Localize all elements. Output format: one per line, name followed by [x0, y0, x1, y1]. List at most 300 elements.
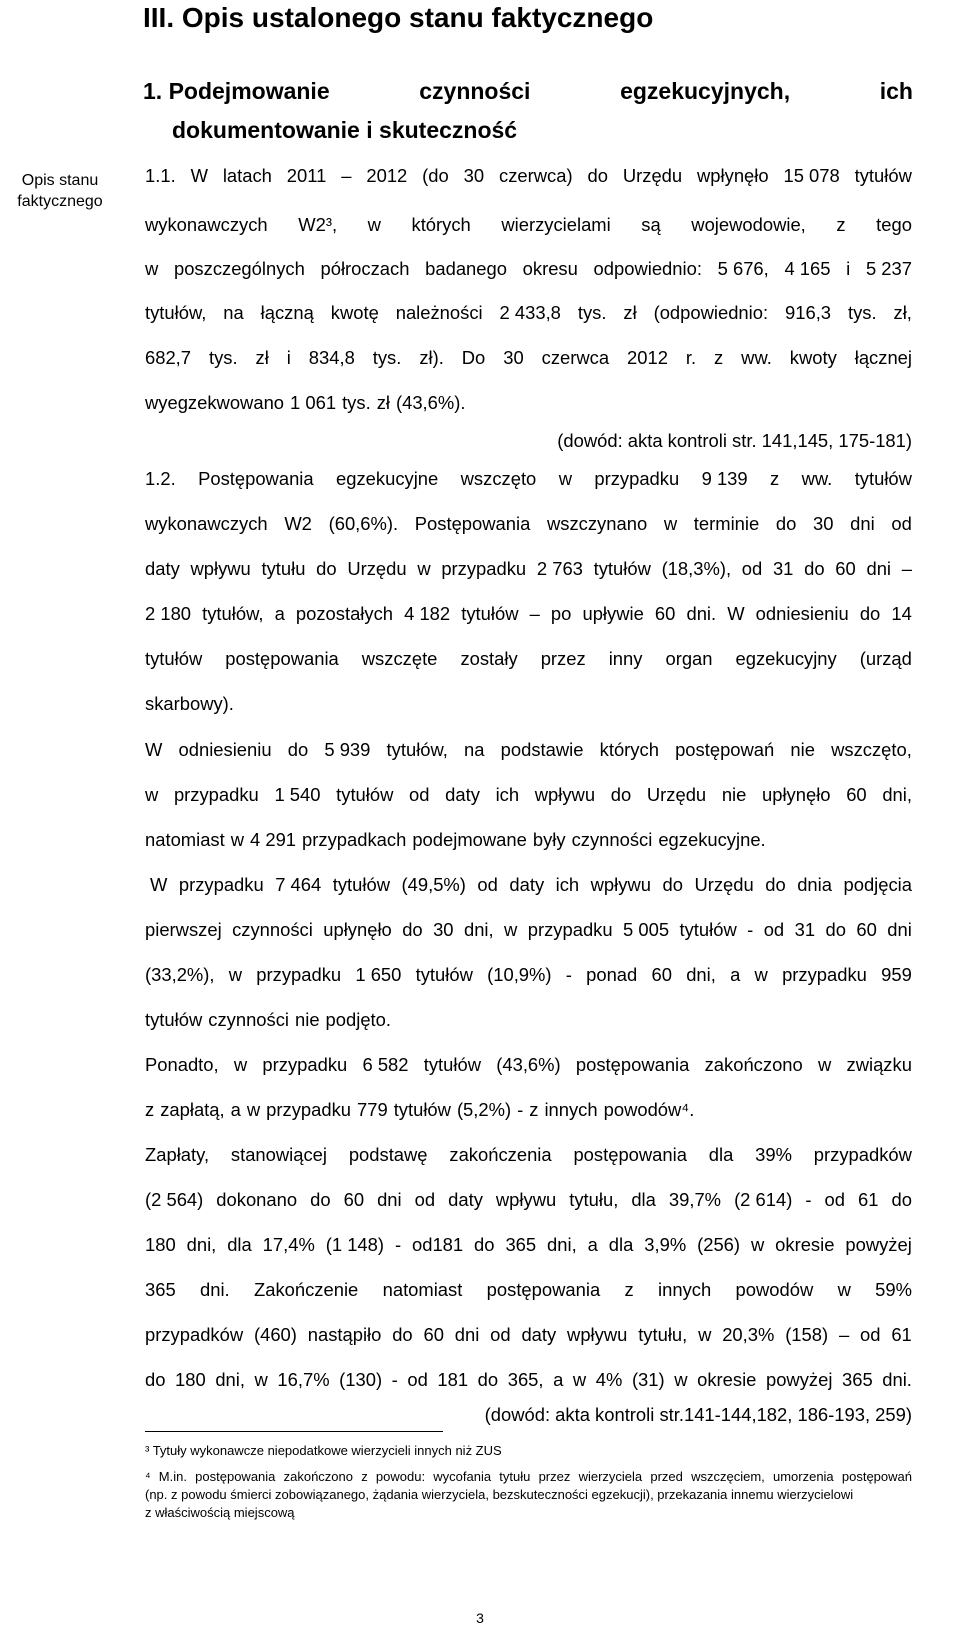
- word: tytułów: [393, 1099, 451, 1120]
- word: do: [804, 558, 825, 579]
- word: postępowania: [573, 1144, 687, 1165]
- word: czerwca: [541, 347, 610, 368]
- word: Postępowania: [198, 468, 314, 489]
- word: umorzenia: [772, 1469, 834, 1484]
- word: z: [145, 1099, 155, 1120]
- word: z: [529, 1099, 539, 1120]
- word: ⁴: [145, 1469, 151, 1484]
- word: przypadkach: [302, 829, 407, 850]
- word: dla: [708, 1144, 734, 1165]
- word: M.in.: [158, 1469, 187, 1484]
- word: dni,: [463, 919, 494, 940]
- word: (do: [422, 165, 449, 186]
- word: a: [730, 964, 741, 985]
- word: wycofania: [433, 1469, 492, 1484]
- word: upływie: [582, 603, 644, 624]
- word: w: [246, 1099, 261, 1120]
- word: 9 139: [701, 468, 748, 489]
- word: 30: [463, 165, 485, 186]
- word: przypadku: [594, 468, 680, 489]
- word: w: [417, 558, 431, 579]
- margin-note: [0, 170, 120, 212]
- word: przypadków: [145, 1324, 244, 1345]
- word: 2 433,8: [499, 302, 561, 323]
- word: 1 061: [290, 392, 337, 413]
- word: 1 650: [355, 964, 402, 985]
- word: ponad: [586, 964, 638, 985]
- para6-line: [145, 1232, 912, 1258]
- word: odpowiednio:: [593, 258, 702, 279]
- word: powodu:: [375, 1469, 426, 1484]
- word: tytułów: [336, 784, 394, 805]
- word: od: [763, 919, 785, 940]
- word: do: [477, 1369, 499, 1390]
- word: podjęcia: [843, 874, 912, 895]
- word: postępowań: [841, 1469, 912, 1484]
- word: 6 582: [362, 1054, 409, 1075]
- word: pozostałych: [295, 603, 394, 624]
- word: 31: [794, 919, 816, 940]
- word: Urzędu: [694, 874, 754, 895]
- word: wpływu: [495, 1189, 557, 1210]
- word: wpływu: [534, 784, 596, 805]
- para1-line: [145, 390, 912, 416]
- word: powyżej: [765, 1369, 833, 1390]
- word: dni.: [882, 1369, 912, 1390]
- word: -: [517, 1099, 524, 1120]
- word: wykonawczych: [145, 513, 268, 534]
- page-number: 3: [476, 1610, 484, 1626]
- word: tytułu,: [569, 1189, 619, 1210]
- word: W: [727, 603, 745, 624]
- word: zakończenia: [449, 1144, 552, 1165]
- footnote-4-line-3: z właściwością miejscową: [145, 1505, 295, 1520]
- word: wpłynęło: [697, 165, 769, 186]
- word: terminie: [693, 513, 760, 534]
- word: w: [754, 964, 768, 985]
- word: przypadku: [178, 874, 264, 895]
- word: czynności: [571, 829, 653, 850]
- word: 365: [145, 1279, 176, 1300]
- word: skarbowy).: [145, 693, 234, 714]
- word: do: [316, 558, 337, 579]
- para5-line: [145, 1052, 912, 1078]
- word: tys.: [342, 392, 371, 413]
- word: tytułów: [854, 468, 912, 489]
- word: Urzędu: [347, 558, 407, 579]
- word: (256): [697, 1234, 741, 1255]
- word: do: [145, 1369, 166, 1390]
- word: 365: [505, 1234, 537, 1255]
- word: 39,7%: [668, 1189, 722, 1210]
- word: 4%: [595, 1369, 623, 1390]
- word: 779: [357, 1099, 388, 1120]
- word: 14: [891, 603, 912, 624]
- word: nie: [790, 739, 815, 760]
- word: przypadku: [527, 919, 613, 940]
- word: stanowiącej: [230, 1144, 327, 1165]
- word: 1. Podejmowanie: [143, 78, 330, 104]
- word: (2 564): [145, 1189, 204, 1210]
- word: daty: [509, 874, 545, 895]
- word: wszczęciem,: [691, 1469, 765, 1484]
- word: od: [741, 558, 763, 579]
- word: 60: [651, 964, 672, 985]
- word: dni,: [215, 1369, 245, 1390]
- word: należności: [395, 302, 483, 323]
- word: czynności: [419, 78, 531, 104]
- word: –: [838, 1324, 850, 1345]
- word: -: [394, 1234, 402, 1255]
- word: a: [230, 1099, 241, 1120]
- para3-line: [145, 737, 912, 763]
- word: tytułu: [261, 558, 306, 579]
- word: innych: [658, 1279, 712, 1300]
- word: zł: [255, 347, 269, 368]
- word: 60: [423, 1324, 444, 1345]
- word: do: [610, 784, 632, 805]
- word: z: [624, 1279, 634, 1300]
- word: postępowania: [486, 1279, 601, 1300]
- word: 4 165: [784, 258, 831, 279]
- word: dokonano: [216, 1189, 298, 1210]
- word: podejmowane: [412, 829, 527, 850]
- word: przypadku: [173, 784, 259, 805]
- word: nie: [295, 1009, 320, 1030]
- para2-line: [145, 601, 912, 627]
- word: dni: [850, 513, 875, 534]
- word: podstawę: [348, 1144, 428, 1165]
- word: dni,: [882, 784, 912, 805]
- word: przypadku: [782, 964, 867, 985]
- word: 2011: [286, 165, 327, 186]
- word: 17,4%: [262, 1234, 315, 1255]
- word: -: [565, 964, 572, 985]
- word: odniesieniu: [178, 739, 272, 760]
- word: 5 939: [324, 739, 371, 760]
- subsection-heading-words: [143, 78, 913, 105]
- word: okresie: [775, 1234, 835, 1255]
- word: dla: [227, 1234, 252, 1255]
- word: 916,3: [785, 302, 832, 323]
- word: 60: [654, 603, 676, 624]
- word: zakończono: [283, 1469, 353, 1484]
- word: z: [714, 347, 724, 368]
- word: dni: [377, 1189, 402, 1210]
- word: do: [287, 739, 309, 760]
- word: 59%: [875, 1279, 912, 1300]
- word: –: [341, 165, 352, 186]
- word: do: [402, 919, 423, 940]
- word: w: [663, 513, 678, 534]
- word: okresie: [697, 1369, 757, 1390]
- word: wszczęto,: [831, 739, 912, 760]
- word: w: [698, 1324, 712, 1345]
- word: Urzędu: [646, 784, 707, 805]
- word: kwotę: [330, 302, 379, 323]
- word: od: [477, 874, 498, 895]
- word: -: [391, 1369, 398, 1390]
- word: po: [550, 603, 572, 624]
- word: poszczególnych: [173, 258, 305, 279]
- word: w: [233, 1054, 248, 1075]
- word: półroczach: [320, 258, 410, 279]
- word: postępowań: [675, 739, 775, 760]
- word: powodów⁴.: [603, 1099, 695, 1120]
- word: w: [837, 1279, 851, 1300]
- word: których: [411, 214, 471, 235]
- margin-note-line-2: faktycznego: [17, 193, 103, 210]
- word: tytułów: [461, 603, 519, 624]
- word: 959: [881, 964, 912, 985]
- word: (460): [253, 1324, 297, 1345]
- para1-line: [145, 212, 912, 238]
- evidence-citation-2: (dowód: akta kontroli str.141-144,182, 186-193, 259): [484, 1404, 912, 1425]
- para6-line: [145, 1277, 912, 1303]
- word: 180: [175, 1369, 206, 1390]
- word: z: [770, 468, 780, 489]
- word: -: [747, 919, 754, 940]
- word: zł).: [419, 347, 444, 368]
- word: tytułów: [145, 648, 203, 669]
- word: przypadku: [262, 1054, 348, 1075]
- word: upłynęło: [762, 784, 831, 805]
- word: innych: [544, 1099, 598, 1120]
- word: W: [150, 874, 168, 895]
- word: okresu: [522, 258, 578, 279]
- word: dni,: [186, 1234, 217, 1255]
- word: 60: [343, 1189, 365, 1210]
- word: tys.: [208, 347, 238, 368]
- word: a: [587, 1234, 598, 1255]
- word: (43,6%).: [395, 392, 466, 413]
- word: wszczęto: [460, 468, 537, 489]
- word: 60: [835, 558, 856, 579]
- word: do: [587, 165, 608, 186]
- word: były: [532, 829, 566, 850]
- word: wierzycielami: [501, 214, 611, 235]
- word: podstawie: [500, 739, 584, 760]
- word: kwoty: [789, 347, 837, 368]
- word: 4 291: [250, 829, 297, 850]
- word: (10,9%): [487, 964, 552, 985]
- word: 2012: [366, 165, 408, 186]
- word: (130): [339, 1369, 383, 1390]
- word: Ponadto,: [145, 1054, 219, 1075]
- word: w: [228, 964, 243, 985]
- word: pierwszej: [145, 919, 222, 940]
- word: upłynęło: [323, 919, 392, 940]
- word: 3,9%: [644, 1234, 687, 1255]
- para3-line: [145, 782, 912, 808]
- word: wierzyciela: [578, 1469, 643, 1484]
- word: odniesieniu: [755, 603, 849, 624]
- word: ww.: [741, 347, 772, 368]
- word: dni,: [547, 1234, 577, 1255]
- word: dla: [631, 1189, 656, 1210]
- word: przypadku: [441, 558, 527, 579]
- word: od: [409, 784, 430, 805]
- word: łącznej: [854, 347, 912, 368]
- word: Urzędu: [622, 165, 683, 186]
- word: tytułów: [415, 964, 473, 985]
- word: w: [558, 468, 572, 489]
- word: Do: [461, 347, 486, 368]
- word: tytułów: [593, 558, 651, 579]
- word: i: [286, 347, 291, 368]
- word: 30: [813, 513, 834, 534]
- word: dni: [866, 558, 892, 579]
- section-title: III. Opis ustalonego stanu faktycznego: [143, 2, 654, 33]
- para2-line: [145, 691, 912, 717]
- word: inny: [608, 648, 643, 669]
- word: przypadku: [266, 1099, 351, 1120]
- word: daty: [448, 1189, 483, 1210]
- word: (2 614): [734, 1189, 793, 1210]
- word: od: [891, 513, 912, 534]
- word: postępowania: [195, 1469, 276, 1484]
- word: (43,6%): [496, 1054, 561, 1075]
- word: 31: [772, 558, 794, 579]
- word: czerwca): [499, 165, 573, 186]
- word: tytułu,: [638, 1324, 688, 1345]
- word: dla: [608, 1234, 634, 1255]
- word: egzekucyjnych,: [620, 78, 791, 104]
- word: 61: [857, 1189, 879, 1210]
- word: 682,7: [145, 347, 192, 368]
- word: przez: [538, 1469, 571, 1484]
- word: tytułów,: [202, 603, 264, 624]
- word: wpływu: [590, 874, 651, 895]
- word: do: [662, 874, 683, 895]
- word: od: [407, 1369, 428, 1390]
- word: w: [504, 919, 518, 940]
- word: wszczęte: [361, 648, 438, 669]
- word: zł: [376, 392, 390, 413]
- word: (1 148): [325, 1234, 385, 1255]
- word: podjęto.: [325, 1009, 391, 1030]
- para4-line: [145, 917, 912, 943]
- word: do: [310, 1189, 331, 1210]
- word: W: [145, 739, 163, 760]
- word: tys.: [847, 302, 877, 323]
- word: nastąpiło: [307, 1324, 382, 1345]
- word: związku: [846, 1054, 912, 1075]
- word: w: [367, 214, 381, 235]
- word: w: [818, 1054, 832, 1075]
- word: tytułów: [145, 1009, 203, 1030]
- word: w: [572, 1369, 587, 1390]
- word: wpływu: [567, 1324, 628, 1345]
- word: są: [641, 214, 661, 235]
- word: od: [860, 1324, 881, 1345]
- word: czynności: [208, 1009, 289, 1030]
- para1-line: [145, 256, 912, 282]
- word: 181: [437, 1369, 469, 1390]
- word: przed: [650, 1469, 683, 1484]
- word: wykonawczych: [145, 214, 268, 235]
- word: od: [414, 1189, 436, 1210]
- word: 2 180: [145, 603, 192, 624]
- word: egzekucyjne: [336, 468, 439, 489]
- word: w: [254, 1369, 268, 1390]
- word: wpływu: [190, 558, 251, 579]
- word: 16,7%: [277, 1369, 330, 1390]
- word: powodów: [735, 1279, 814, 1300]
- word: tytułów,: [386, 739, 448, 760]
- word: do: [859, 603, 881, 624]
- word: (odpowiednio:: [653, 302, 769, 323]
- word: (18,3%),: [661, 558, 732, 579]
- word: do: [825, 919, 846, 940]
- word: 2012: [627, 347, 668, 368]
- footnote-4-line-1: [145, 1468, 912, 1485]
- word: Postępowania: [414, 513, 531, 534]
- footnote-4-line-2: (np. z powodu śmierci zobowiązanego, żądania wierzyciela, bezskuteczności egzekucji), przekazania innemu wierzycielowi: [145, 1487, 854, 1502]
- word: w: [145, 784, 159, 805]
- word: zakończono: [704, 1054, 803, 1075]
- para2-line: [145, 556, 912, 582]
- word: wszczynano: [547, 513, 648, 534]
- word: a: [274, 603, 285, 624]
- word: których: [599, 739, 659, 760]
- word: w: [674, 1369, 688, 1390]
- word: 4 182: [404, 603, 451, 624]
- word: W2³,: [298, 214, 338, 235]
- word: badanego: [425, 258, 507, 279]
- word: (60,6%).: [328, 513, 399, 534]
- word: tytułów: [332, 874, 390, 895]
- word: tytułów: [679, 919, 737, 940]
- word: dni,: [686, 964, 716, 985]
- word: –: [529, 603, 540, 624]
- word: 7 464: [275, 874, 322, 895]
- word: od181: [411, 1234, 464, 1255]
- word: 20,3%: [722, 1324, 775, 1345]
- para4-line: [145, 1007, 912, 1033]
- para3-line: [145, 827, 912, 853]
- word: 5 676,: [717, 258, 769, 279]
- word: 30: [503, 347, 524, 368]
- footnote-3: ³ Tytuły wykonawcze niepodatkowe wierzycieli innych niż ZUS: [145, 1443, 502, 1458]
- word: 1.1.: [145, 165, 176, 186]
- word: 61: [891, 1324, 912, 1345]
- word: w: [750, 1234, 765, 1255]
- word: 834,8: [308, 347, 355, 368]
- para6-line: [145, 1322, 912, 1348]
- word: tytułów: [423, 1054, 481, 1075]
- word: 39%: [755, 1144, 792, 1165]
- subsection-heading-line-1: [143, 78, 913, 105]
- footnote-separator: [145, 1431, 443, 1432]
- para5-line: [145, 1097, 912, 1123]
- word: tys.: [577, 302, 607, 323]
- word: 5 005: [623, 919, 670, 940]
- para2-line: [145, 511, 912, 537]
- word: egzekucyjne.: [658, 829, 766, 850]
- word: tys.: [372, 347, 402, 368]
- word: w: [230, 829, 245, 850]
- word: egzekucyjny: [735, 648, 837, 669]
- para1-line: [145, 163, 912, 189]
- word: ich: [555, 874, 580, 895]
- word: daty: [445, 784, 480, 805]
- word: tytułów: [854, 165, 912, 186]
- word: daty: [521, 1324, 557, 1345]
- word: tytułów,: [145, 302, 207, 323]
- para2-line: [145, 466, 912, 492]
- word: natomiast: [382, 1279, 463, 1300]
